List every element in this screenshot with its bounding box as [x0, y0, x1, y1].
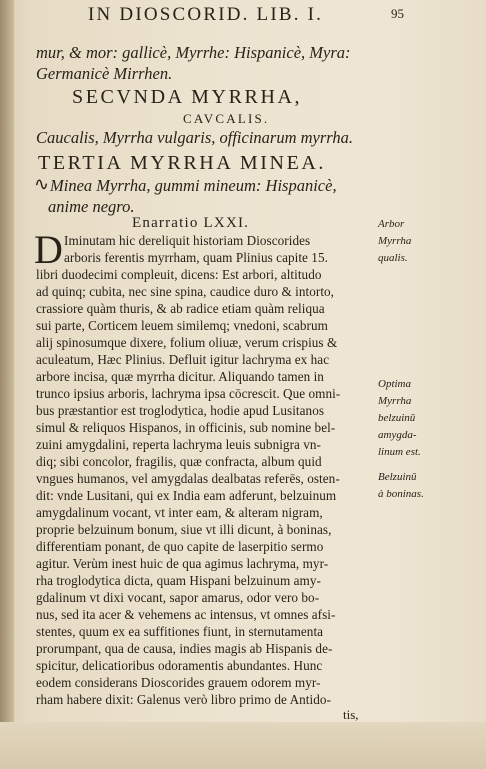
margin-note-2-line-5: linum est.	[378, 446, 421, 458]
page-number: 95	[391, 6, 404, 21]
body-line-first: Iminutam hic dereliquit historiam Dioscorides	[64, 233, 311, 248]
fleuron-ornament: ∿	[34, 174, 50, 194]
running-head: IN DIOSCORID. LIB. I.	[88, 4, 324, 25]
second-myrrh-heading: SECVNDA MYRRHA,	[72, 86, 303, 108]
body-line: arboris ferentis myrrham, quam Plinius capite 15.	[64, 250, 328, 265]
margin-note-1-line-2: Myrrha	[378, 235, 412, 247]
body-line: dit: vnde Lusitani, qui ex India eam adferunt, belzuinum	[36, 488, 337, 503]
body-line: crassiore quàm thuris, & ab radice etiam quàm reliqua	[36, 301, 325, 316]
margin-note-2-line-3: belzuinū	[378, 412, 416, 424]
body-line: nus, sed ita acer & vehemens ac intensus, vt omnes afsi-	[36, 607, 336, 622]
margin-note-1-line-3: qualis.	[378, 252, 408, 264]
body-line: rham habere dixit: Galenus verò libro primo de Antido-	[36, 692, 331, 707]
page-gutter-shadow	[0, 0, 14, 769]
body-line: stentes, quum ex ea suffitiones fiunt, in sternutamenta	[36, 624, 324, 639]
body-line: bus præstantior est troglodytica, hodie apud Lusitanos	[36, 403, 325, 418]
intro-line-2: Germanicè Mirrhen.	[36, 64, 173, 83]
body-line: sui parte, Corticem leuem similemq; vnedoni, scabrum	[36, 318, 328, 333]
dropcap-initial: D	[34, 227, 63, 272]
margin-note-2-line-4: amygda-	[378, 429, 417, 441]
third-myrrh-synonyms-1: Minea Myrrha, gummi mineum: Hispanicè,	[50, 176, 337, 195]
section-title: Enarratio LXXI.	[132, 215, 250, 231]
body-line: aculeatum, Hæc Plinius. Defluit igitur lachryma ex hac	[36, 352, 330, 367]
body-line: libri duodecimi compleuit, dicens: Est arbori, altitudo	[36, 267, 322, 282]
body-line: gdalinum vt dixi vocant, sapor amarus, odor vero bo-	[36, 590, 320, 605]
catchword: tis,	[343, 707, 359, 722]
body-line: trunco ipsius arboris, lachryma ipsa cōcrescit. Que omni-	[36, 386, 341, 401]
third-myrrh-synonyms-2: anime negro.	[48, 197, 135, 216]
second-myrrh-subheading: CAVCALIS.	[183, 111, 270, 126]
body-line: zuini amygdalini, reperta lachryma leuis subnigra vn-	[36, 437, 321, 452]
body-line: ad quinq; cubita, nec sine spina, caudice duro & intorto,	[36, 284, 335, 299]
body-line: eodem considerans Dioscorides grauem odorem myr-	[36, 675, 321, 690]
margin-note-2-line-2: Myrrha	[378, 395, 412, 407]
margin-note-2-line-1: Optima	[378, 378, 411, 390]
body-line: arbore incisa, quæ myrrha dicitur. Aliquando tamen in	[36, 369, 324, 384]
body-line: rha troglodytica dicta, quam Hispani belzuinum amy-	[36, 573, 321, 588]
body-line: proprie belzuinum bonum, siue vt illi dicunt, à boninas,	[36, 522, 332, 537]
body-line: agitur. Verùm inest huic de qua agimus lachryma, myr-	[36, 556, 329, 571]
body-line: simul & reliquos Hispanos, in officinis, sub nomine bel-	[36, 420, 336, 435]
body-line: alij spinosumque dixere, folium oliuæ, verum crispius &	[36, 335, 338, 350]
intro-line-1: mur, & mor: gallicè, Myrrhe: Hispanicè, Myra:	[36, 43, 351, 62]
body-line: diq; sibi concolor, fragilis, quæ confracta, album quid	[36, 454, 322, 469]
body-line: prorumpant, qua de causa, indies magis ab Hispanis de-	[36, 641, 333, 656]
body-line: vngues humanos, vel amygdalas dealbatas referēs, osten-	[36, 471, 340, 486]
third-myrrh-heading: TERTIA MYRRHA MINEA.	[38, 152, 327, 174]
body-line: spicitur, delicatioribus odoramentis abundantes. Hunc	[36, 658, 323, 673]
margin-note-3-line-1: Belzuinū	[378, 471, 417, 483]
margin-note-1-line-1: Arbor	[378, 218, 405, 230]
body-line: differentiam ponant, de quo capite de laserpitio sermo	[36, 539, 324, 554]
page-bottom-margin	[0, 722, 486, 769]
margin-note-3-line-2: à boninas.	[378, 488, 424, 500]
second-myrrh-synonyms: Caucalis, Myrrha vulgaris, officinarum myrrha.	[36, 128, 354, 147]
body-line: amygdalinum vocant, vt inter eam, & alteram nigram,	[36, 505, 323, 520]
